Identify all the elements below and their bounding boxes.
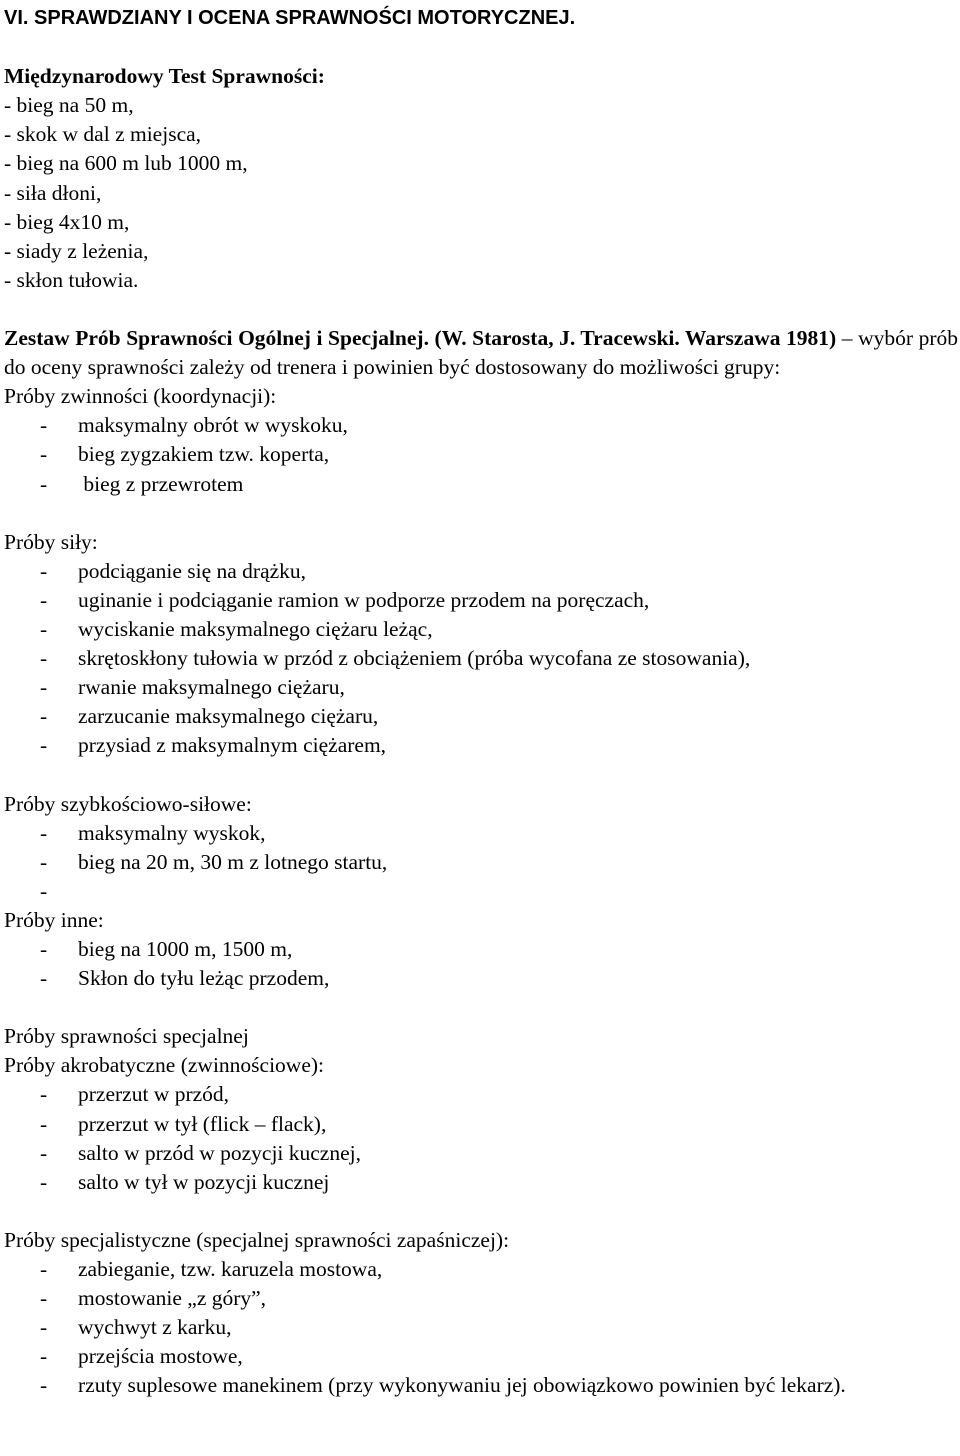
list-item: - bieg na 50 m, [4, 93, 134, 118]
list-item [4, 1284, 956, 1313]
intl-test-title: Międzynarodowy Test Sprawności: [4, 64, 325, 89]
dash-bullet: - [40, 587, 48, 612]
list-item: - bieg 4x10 m, [4, 209, 130, 234]
list-item-text: bieg na 20 m, 30 m z lotnego startu, [78, 849, 388, 874]
list-item: - siła dłoni, [4, 180, 102, 205]
dash-bullet: - [40, 937, 48, 961]
list-item-text: rwanie maksymalnego ciężaru, [78, 675, 345, 700]
zestaw-title: Zestaw Prób Sprawności Ogólnej i Specjalnej. (W. Starosta, J. Tracewski. Warszawa 1981) [4, 326, 837, 351]
list-item [4, 586, 956, 615]
list-item-text: Skłon do tyłu leżąc przodem, [78, 966, 330, 991]
list-item-text: rzuty suplesowe manekinem (przy wykonywaniu jej obowiązkowo powinien być lekarz). [78, 1373, 846, 1398]
list-item [4, 440, 956, 469]
special-title: Próby sprawności specjalnej [4, 1024, 249, 1049]
dash-bullet: - [40, 675, 48, 700]
list-item [4, 877, 956, 906]
list-item-text: podciąganie się na drążku, [78, 558, 307, 583]
list-item: - skłon tułowia. [4, 267, 139, 292]
dash-bullet: - [40, 1344, 48, 1369]
list-item [4, 1255, 956, 1284]
spacer [4, 295, 956, 324]
spacer [4, 499, 956, 528]
dash-bullet: - [40, 704, 48, 729]
list-item-text: skrętoskłony tułowia w przód z obciążeniem (próba wycofana ze stosowania), [78, 646, 751, 671]
spec-title: Próby specjalistyczne (specjalnej sprawności zapaśniczej): [4, 1227, 510, 1252]
intl-test-list [4, 91, 956, 295]
list-item: - siady z leżenia, [4, 238, 149, 263]
list-item [4, 731, 956, 760]
list-item [4, 644, 956, 673]
list-item-text: bieg zygzakiem tzw. koperta, [78, 442, 330, 467]
list-item-text: wychwyt z karku, [78, 1315, 232, 1340]
list-item [4, 964, 956, 993]
list-item-text: przejścia mostowe, [78, 1344, 243, 1369]
dash-bullet: - [40, 966, 48, 991]
list-item [4, 848, 956, 877]
list-item-text: wyciskanie maksymalnego ciężaru leżąc, [78, 616, 433, 641]
list-item [4, 615, 956, 644]
list-item-text: zabieganie, tzw. karuzela mostowa, [78, 1257, 383, 1282]
dash-bullet: - [40, 1286, 48, 1311]
list-item-text: uginanie i podciąganie ramion w podporze przodem na poręczach, [78, 587, 650, 612]
spacer [4, 760, 956, 789]
dash-bullet: - [40, 1140, 48, 1165]
acro-title: Próby akrobatyczne (zwinnościowe): [4, 1053, 325, 1078]
list-item-text: bieg na 1000 m, 1500 m, [78, 937, 293, 961]
list-item: - bieg na 600 m lub 1000 m, [4, 151, 248, 176]
spacer [4, 993, 956, 1022]
dash-bullet: - [40, 1082, 48, 1107]
dash-bullet: - [40, 1169, 48, 1194]
list-item [4, 935, 956, 964]
zestaw-paragraph [4, 324, 958, 382]
dash-bullet: - [40, 442, 48, 467]
dash-bullet: - [40, 558, 48, 583]
list-item-text: przysiad z maksymalnym ciężarem, [78, 733, 387, 758]
list-item-text: maksymalny wyskok, [78, 820, 266, 845]
dash-bullet: - [40, 413, 48, 438]
dash-bullet: - [40, 1111, 48, 1136]
list-item [4, 1139, 956, 1168]
list-item [4, 1168, 956, 1197]
list-item [4, 1080, 956, 1109]
list-item [4, 411, 956, 440]
document-page [4, 4, 956, 1401]
list-item-text: maksymalny obrót w wyskoku, [78, 413, 348, 438]
dash-bullet: - [40, 646, 48, 671]
group-title: Próby zwinności (koordynacji): [4, 384, 277, 409]
list-item [4, 1342, 956, 1371]
list-item-text: zarzucanie maksymalnego ciężaru, [78, 704, 379, 729]
list-item [4, 1110, 956, 1139]
dash-bullet: - [40, 733, 48, 758]
dash-bullet: - [40, 616, 48, 641]
spacer [4, 1197, 956, 1226]
list-item [4, 1371, 956, 1400]
dash-bullet: - [40, 1373, 48, 1398]
list-item-text: salto w przód w pozycji kucznej, [78, 1140, 361, 1165]
dash-bullet: - [40, 471, 48, 496]
group-title: Próby inne: [4, 907, 104, 932]
list-item: - skok w dal z miejsca, [4, 122, 202, 147]
zestaw-text: – wybór prób do oceny sprawności zależy od trenera i powinien być dostosowany do możliwości grupy: [4, 326, 958, 380]
dash-bullet: - [40, 878, 48, 903]
list-item-text: bieg z przewrotem [78, 471, 244, 496]
dash-bullet: - [40, 1315, 48, 1340]
list-item [4, 819, 956, 848]
dash-bullet: - [40, 849, 48, 874]
list-item-text: salto w tył w pozycji kucznej [78, 1169, 330, 1194]
dash-bullet: - [40, 820, 48, 845]
list-item-text: przerzut w tył (flick – flack), [78, 1111, 327, 1136]
list-item [4, 702, 956, 731]
group-title: Próby szybkościowo-siłowe: [4, 791, 252, 816]
list-item [4, 557, 956, 586]
spacer [4, 33, 956, 62]
dash-bullet: - [40, 1257, 48, 1282]
list-item-text: przerzut w przód, [78, 1082, 230, 1107]
group-title: Próby siły: [4, 529, 98, 554]
section-title: VI. SPRAWDZIANY I OCENA SPRAWNOŚCI MOTORYCZNEJ. [4, 7, 576, 29]
list-item-text: mostowanie „z góry”, [78, 1286, 267, 1311]
list-item [4, 470, 956, 499]
list-item [4, 673, 956, 702]
list-item [4, 1313, 956, 1342]
